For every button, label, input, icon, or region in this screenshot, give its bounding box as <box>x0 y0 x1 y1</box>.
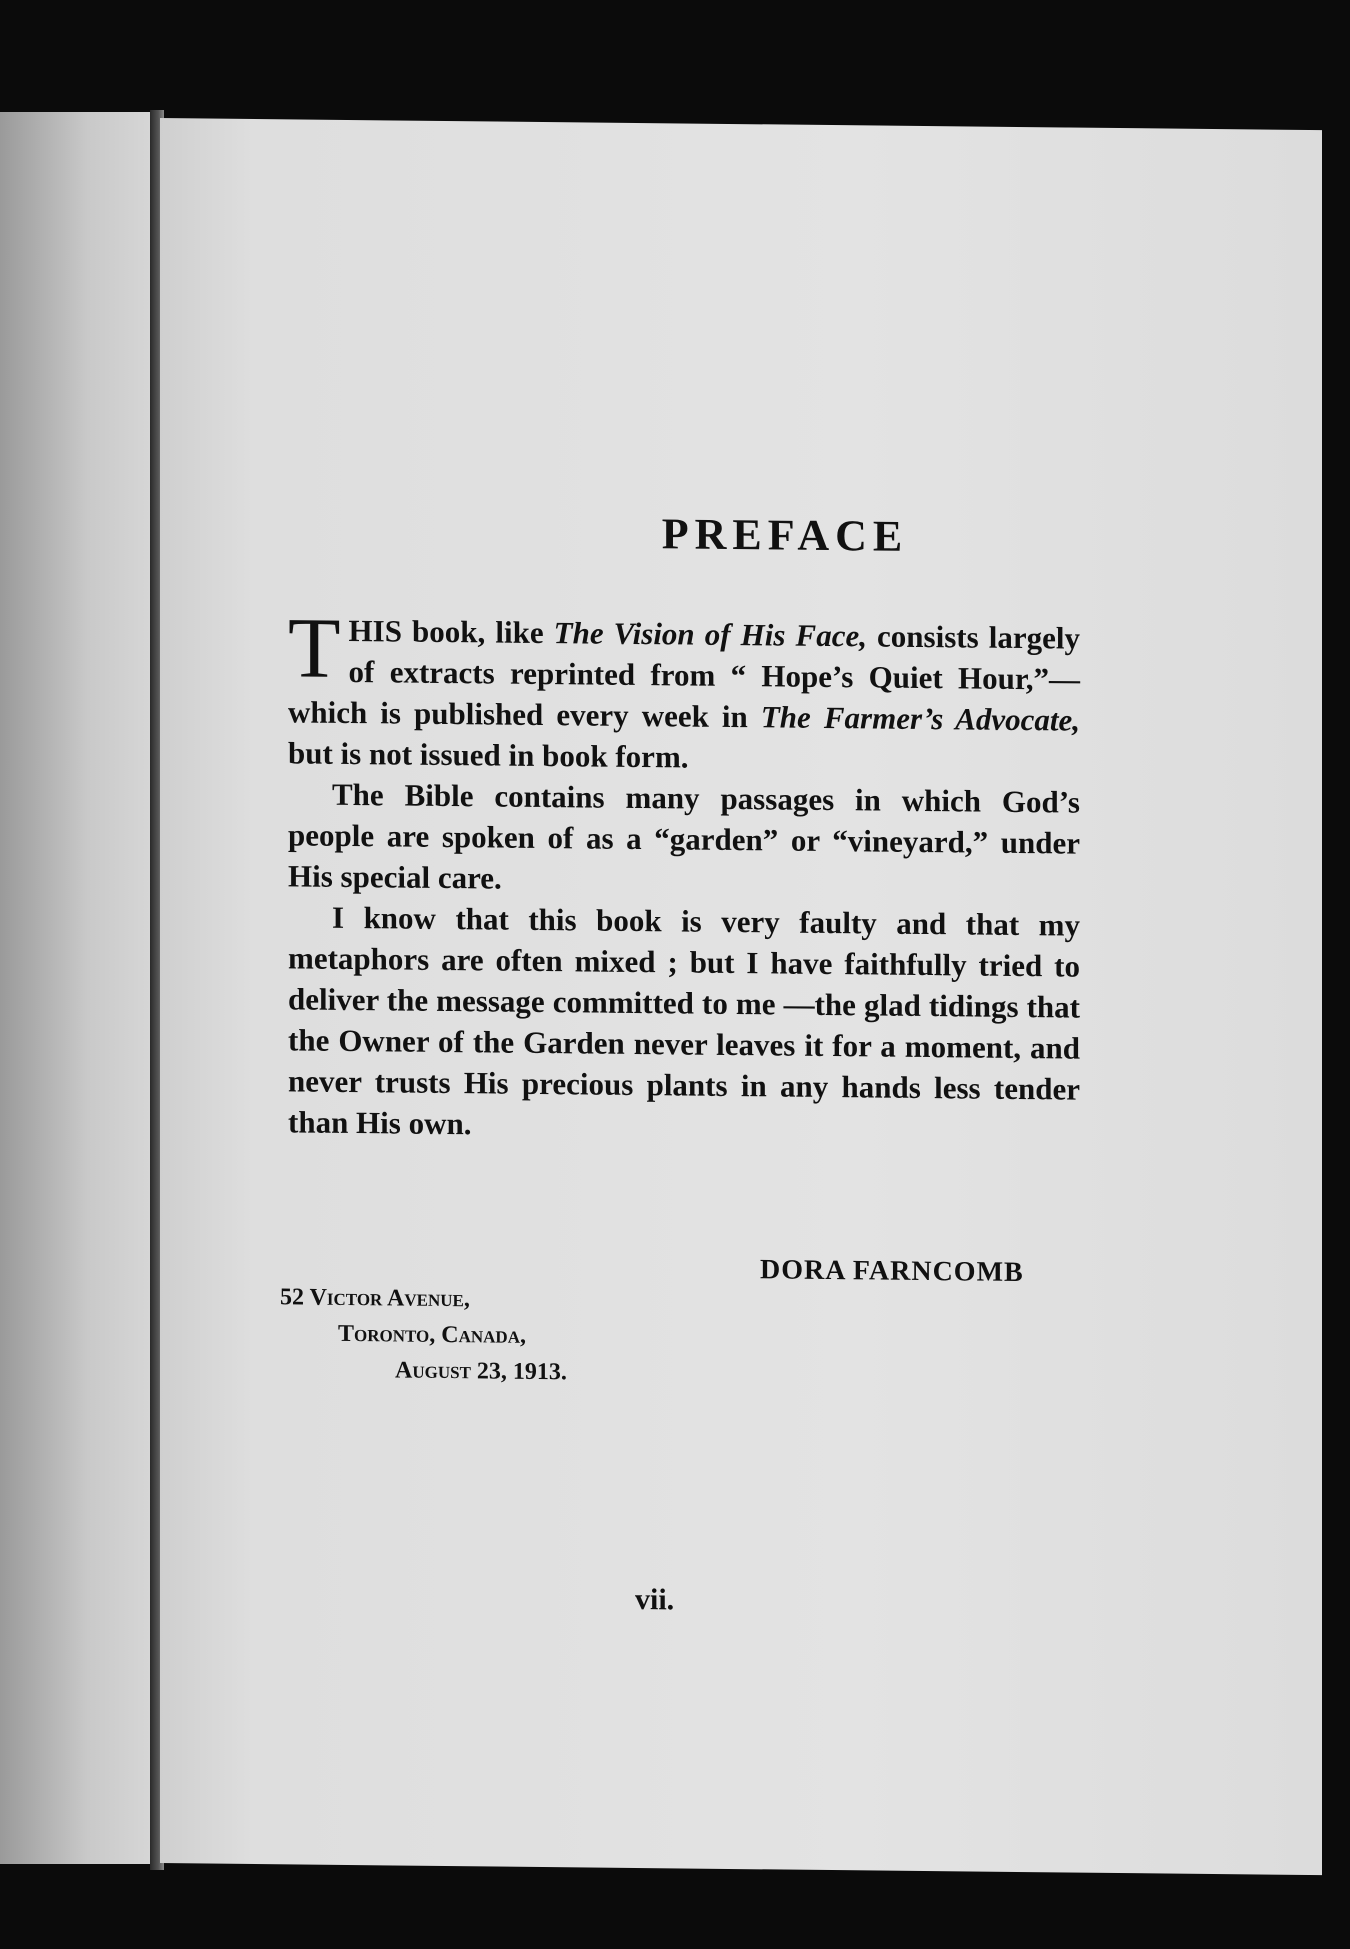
address-line-2: Toronto, Canada, <box>338 1320 526 1349</box>
address-line-1: 52 Victor Avenue, <box>280 1284 470 1313</box>
drop-cap: T <box>288 599 341 696</box>
author-signature: DORA FARNCOMB <box>760 1254 1024 1289</box>
book-title-vision: The Vision of His Face, <box>553 615 867 654</box>
address-block <box>280 1279 567 1390</box>
publication-title: The Farmer’s Advocate, <box>760 699 1080 738</box>
paragraph-1 <box>288 599 1080 781</box>
page-title: PREFACE <box>661 509 909 561</box>
book-page <box>160 118 1322 1875</box>
paragraph-1-text-c: but is not issued in book form. <box>288 735 689 775</box>
paragraph-3: I know that this book is very faulty and that my metaphors are often mixed ; but I have faithfully tried to deliver the message committed to me —the glad tidings that the Owner of the Garden never leaves it for a moment, and never trusts His precious plants in any hands less tender than His own. <box>288 899 1080 1142</box>
address-line-3: August 23, 1913. <box>395 1357 567 1386</box>
preface-body <box>288 599 1080 1150</box>
facing-page-edge <box>0 112 160 1864</box>
paragraph-1-text-b: consists largely of extracts reprinted from “ Hope’s Quiet Hour,”—which is published every week in <box>288 618 1080 735</box>
paragraph-2: The Bible contains many passages in which God’s people are spoken of as a “garden” or “vineyard,” under His special care. <box>288 776 1080 896</box>
paragraph-1-text-a: HIS book, like <box>348 612 554 651</box>
page-number: vii. <box>635 1582 675 1617</box>
